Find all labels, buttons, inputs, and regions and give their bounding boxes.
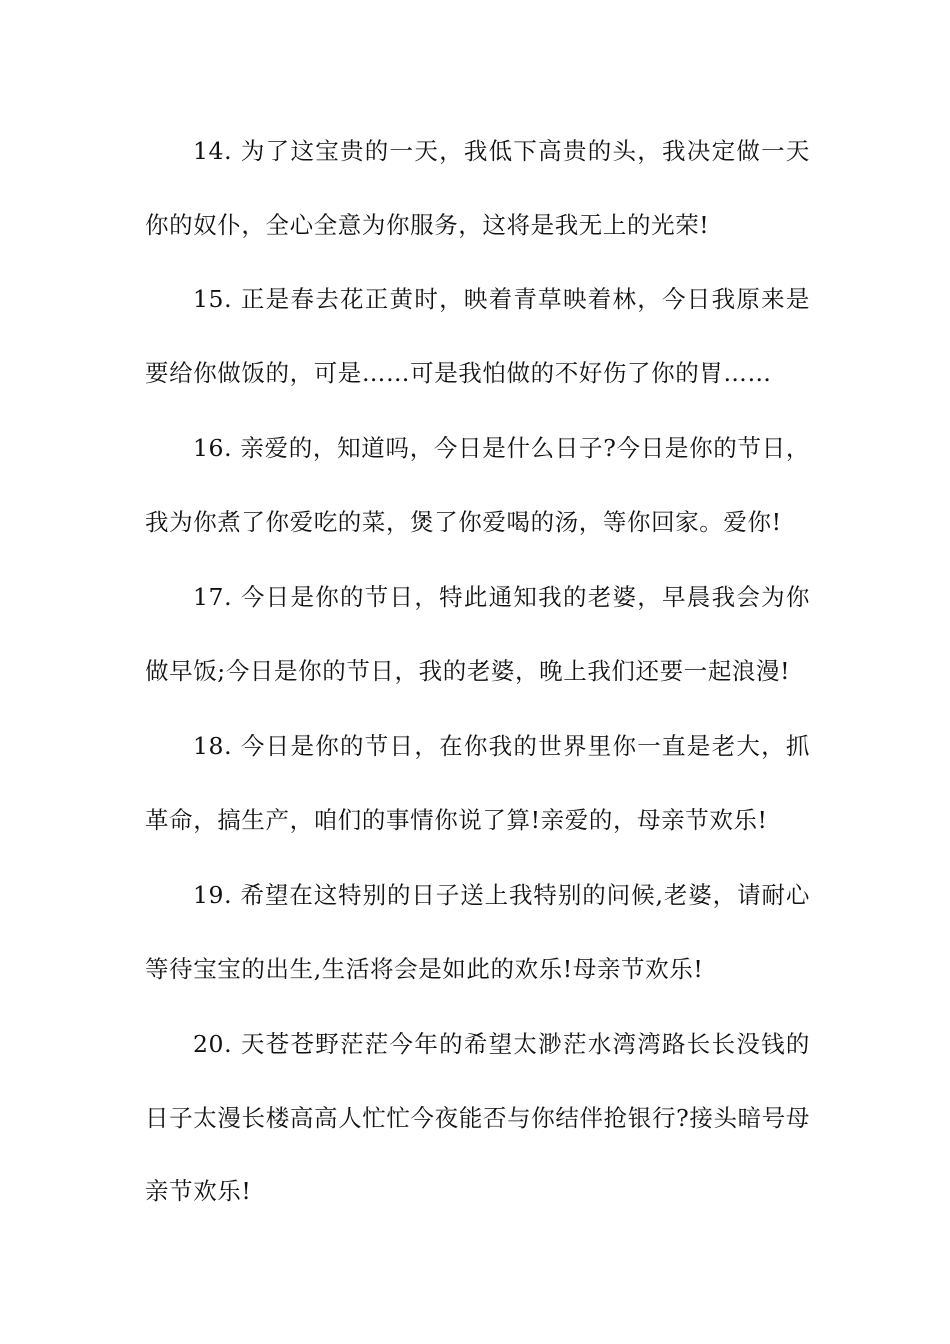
paragraph-19: 19. 希望在这特别的日子送上我特别的问候,老婆，请耐心等待宝宝的出生,生活将会是如此的欢乐!母亲节欢乐!	[145, 881, 810, 983]
paragraph-16: 16. 亲爱的，知道吗，今日是什么日子?今日是你的节日，我为你煮了你爱吃的菜，煲了你爱喝的汤，等你回家。爱你!	[145, 434, 810, 536]
paragraph-15: 15. 正是春去花正黄时，映着青草映着林，今日我原来是要给你做饭的，可是……可是我怕做的不好伤了你的胃……	[145, 285, 810, 387]
paragraph-17: 17. 今日是你的节日，特此通知我的老婆，早晨我会为你做早饭;今日是你的节日，我的老婆，晚上我们还要一起浪漫!	[145, 583, 810, 685]
paragraph-14: 14. 为了这宝贵的一天，我低下高贵的头，我决定做一天你的奴仆，全心全意为你服务，这将是我无上的光荣!	[145, 137, 810, 239]
paragraph-18: 18. 今日是你的节日，在你我的世界里你一直是老大，抓革命，搞生产，咱们的事情你说了算!亲爱的，母亲节欢乐!	[145, 732, 810, 834]
paragraph-20: 20. 天苍苍野茫茫今年的希望太渺茫水湾湾路长长没钱的日子太漫长楼高高人忙忙今夜能否与你结伴抢银行?接头暗号母亲节欢乐!	[145, 1030, 810, 1205]
